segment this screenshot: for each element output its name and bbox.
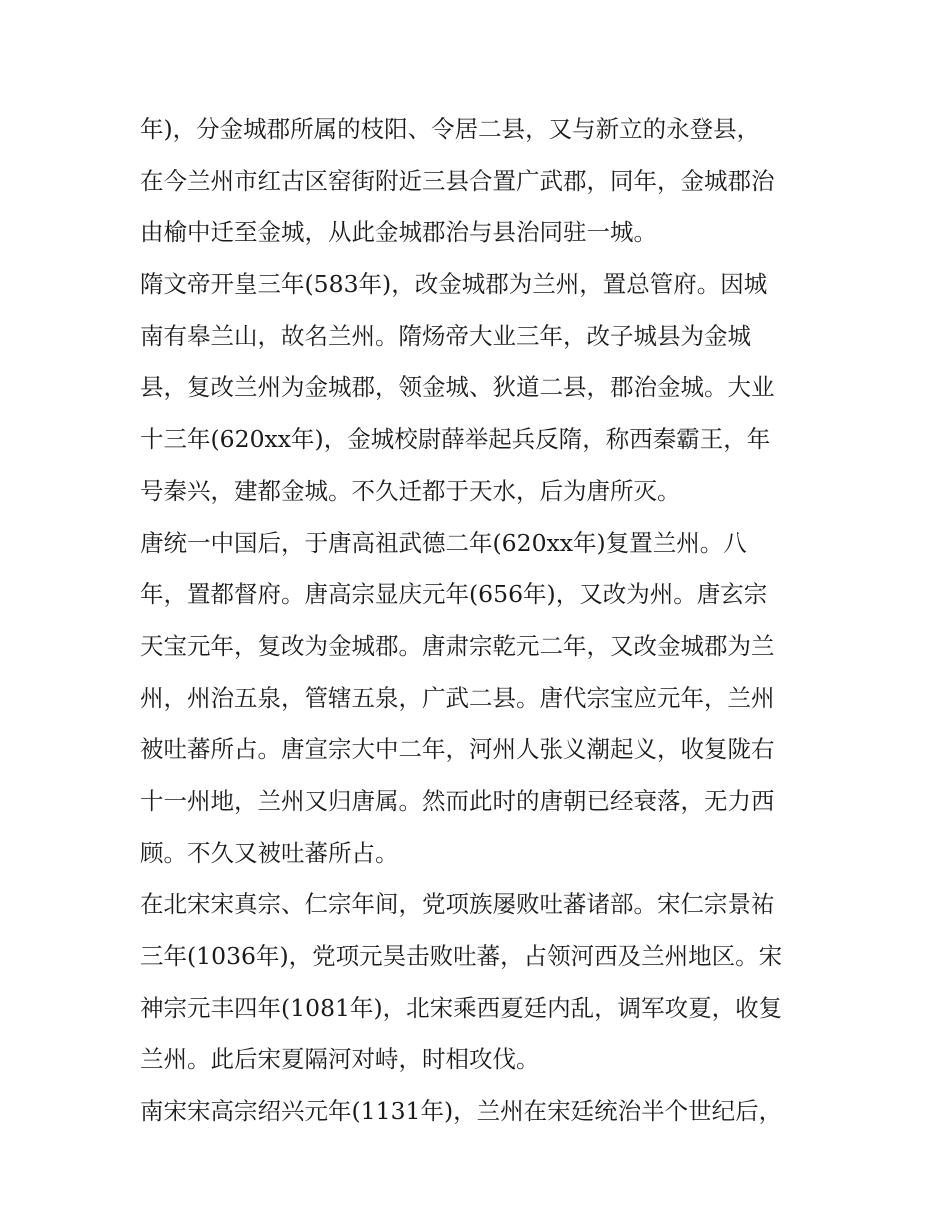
text-line: 天宝元年，复改为金城郡。唐肃宗乾元二年，又改金城郡为兰	[140, 631, 775, 660]
text-line: 三年(1036年)，党项元昊击败吐蕃，占领河西及兰州地区。宋	[140, 942, 783, 970]
text-line: 年，置都督府。唐高宗显庆元年(656年)，又改为州。唐玄宗	[140, 580, 768, 609]
text-line: 隋文帝开皇三年(583年)，改金城郡为兰州，置总管府。因城	[140, 270, 768, 299]
text-line: 县，复改兰州为金城郡，领金城、狄道二县，郡治金城。大业	[140, 373, 775, 402]
text-line: 在北宋宋真宗、仁宗年间，党项族屡败吐蕃诸部。宋仁宗景祐	[140, 890, 775, 919]
text-line: 南宋宋高宗绍兴元年(1131年)，兰州在宋廷统治半个世纪后，	[140, 1097, 783, 1126]
text-line: 由榆中迁至金城，从此金城郡治与县治同驻一城。	[140, 218, 657, 247]
text-line: 在今兰州市红古区窑街附近三县合置广武郡，同年，金城郡治	[140, 166, 775, 195]
text-line: 十一州地，兰州又归唐属。然而此时的唐朝已经衰落，无力西	[140, 786, 775, 815]
text-line: 神宗元丰四年(1081年)，北宋乘西夏廷内乱，调军攻夏，收复	[140, 993, 783, 1022]
text-line: 号秦兴，建都金城。不久迁都于天水，后为唐所灭。	[140, 476, 681, 505]
text-line: 十三年(620xx年)，金城校尉薛举起兵反隋，称西秦霸王，年	[140, 425, 771, 454]
text-line: 顾。不久又被吐蕃所占。	[140, 838, 399, 867]
text-line: 南有皋兰山，故名兰州。隋炀帝大业三年，改子城县为金城	[140, 321, 751, 350]
text-line: 年)，分金城郡所属的枝阳、令居二县，又与新立的永登县，	[140, 115, 761, 143]
text-line: 唐统一中国后，于唐高祖武德二年(620xx年)复置兰州。八	[140, 528, 747, 557]
text-line: 兰州。此后宋夏隔河对峙，时相攻伐。	[140, 1045, 540, 1074]
text-line: 州，州治五泉，管辖五泉，广武二县。唐代宗宝应元年，兰州	[140, 683, 775, 712]
document-body	[140, 104, 820, 1138]
text-line: 被吐蕃所占。唐宣宗大中二年，河州人张义潮起义，收复陇右	[140, 735, 775, 764]
